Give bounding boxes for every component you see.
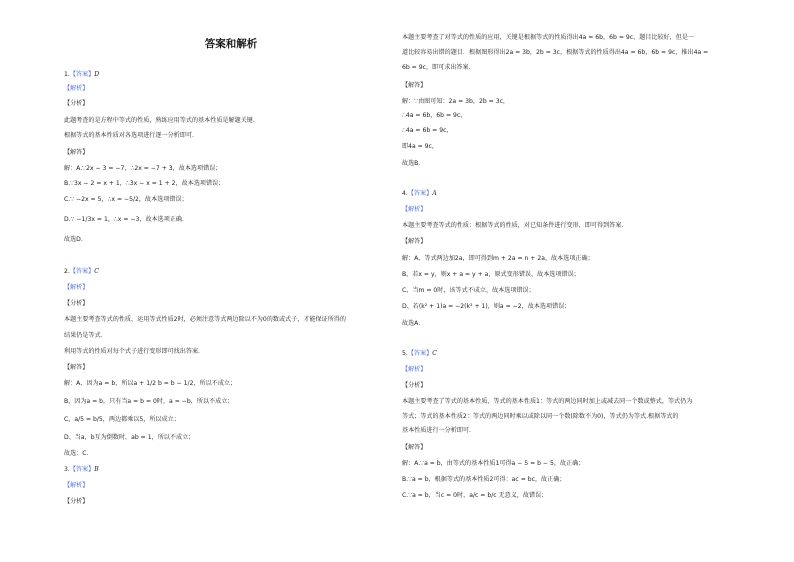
text-line: 本题主要考查了等式的基本性质，等式的基本性质1：等式的两边同时加上或减去同一个数或整式，等式仍为 [402,398,693,405]
answer-line [64,466,99,474]
page-title: 答案和解析 [204,38,258,50]
question-number: 4. [402,190,408,197]
text-line: 故选D． [64,236,87,243]
answer-line [64,268,99,276]
text-line: 解：∵由图可知：2a = 3b，2b = 3c， [402,98,510,105]
question-number: 1. [64,71,70,78]
text-line: 【解答】 [64,149,89,156]
section-tag: 【解析】 [64,85,89,92]
text-line: 【解答】 [64,364,89,371]
text-line: C.∵a = b，当c = 0时，a/c = b/c 无意义，故错误； [402,492,548,499]
question-number: 2. [64,268,70,275]
text-line: 本题主要考查等式的性质，运用等式性质2时，必须注意等式两边除以不为0的数或式子，才能保证所得的 [64,316,346,323]
text-line: 即4a = 9c， [402,143,439,150]
section-tag: 【解析】 [64,284,89,291]
answer-line [402,350,437,358]
text-line: B、因为a = b，只有当a = b = 0时，a = −b，所以不成立； [64,398,234,405]
answer-value: C [94,268,99,275]
section-tag: 【解析】 [402,366,427,373]
answer-label: 【答案】 [407,350,433,357]
text-line: 基本性质进行一分析即可． [402,427,476,434]
text-line: 【分析】 [64,100,89,107]
text-line: C、a/5 = b/5，两边都乘以5，所以成立； [64,416,180,423]
answer-label: 【答案】 [69,71,95,78]
question-number: 3. [64,466,70,473]
answer-line [402,190,437,198]
question-number: 5. [402,350,408,357]
text-line: 道比较容易出错的题目．根据图形得出2a = 3b，2b = 3c，根据等式的性质得出4a = 6b，6b = 9c，推出4a = [402,49,709,56]
text-line: ∴4a = 6b = 9c， [402,127,453,134]
text-line: 故选B． [402,160,425,167]
answer-value: A [432,190,437,197]
text-line: 【分析】 [64,498,89,505]
text-line: 根据等式的基本性质对各选项进行逐一分析即可． [64,132,199,139]
text-line: 本题主要考查等式的性质：根据等式的性质，对已知条件进行变形，即可得到答案． [402,222,628,229]
text-line: 利用等式的性质对每个式子进行变形即可找出答案． [64,348,205,355]
answer-value: D [94,71,100,78]
text-line: B、若x = y，则x + a = y + a，原式变形错误，故本选项错误； [402,271,580,278]
answer-value: C [432,350,437,357]
text-line: B.∵a = b，根据等式的基本性质2可得：ac = bc，故正确； [402,476,566,483]
answer-label: 【答案】 [407,190,433,197]
text-line: 结果仍是等式． [64,332,107,339]
text-line: 故选：C． [64,450,93,457]
text-line: 解：A、因为a = b，所以a + 1/2 b = b − 1/2，所以不成立； [64,380,237,387]
text-line: 【分析】 [402,382,427,389]
text-line: 故选A． [402,320,425,327]
text-line: D.∵ −1/3x = 1，∴x = −3，故本选项正确． [64,216,189,223]
section-tag: 【解析】 [64,482,89,489]
text-line: 此题考查的是方程中等式的性质，熟练应用等式的基本性质是解题关键. [64,117,255,124]
text-line: 6b = 9c，即可求出答案． [402,64,475,71]
section-tag: 【解析】 [402,206,427,213]
text-line: 解：A、等式两边加2a，即可得到m + 2a = n + 2a，故本选项正确； [402,255,594,262]
text-line: 等式；等式的基本性质2：等式的两边同时乘以或除以同一个数(除数不为0)，等式仍为等式.根据等式的 [402,413,679,420]
text-line: 解：A.∵a = b，由等式的基本性质1可得a − 5 = b − 5，故正确； [402,460,585,467]
answer-label: 【答案】 [69,268,95,275]
text-line: C、当m = 0时，该等式不成立，故本选项错误； [402,287,535,294]
text-line: 本题主要考查了对等式的性质的应用，关键是根据等式的性质得出4a = 6b，6b = 9c，题目比较好，但是一 [402,34,695,41]
answer-line [64,71,99,79]
answer-value: B [94,466,99,473]
answer-label: 【答案】 [69,466,95,473]
text-line: D、若(k² + 1)a = −2(k² + 1)，则a = −2，故本选项错误； [402,303,571,310]
text-line: D、当a，b互为倒数时，ab = 1，所以不成立； [64,434,195,441]
text-line: 【分析】 [64,300,89,307]
text-line: 解：A.∵2x − 3 = −7，∴2x = −7 + 3，故本选项错误； [64,165,222,172]
text-line: ∴4a = 6b，6b = 9c， [402,112,467,119]
text-line: C.∵ −2x = 5，∴x = −5/2，故本选项错误； [64,196,188,203]
text-line: 【解答】 [402,444,427,451]
text-line: 【解答】 [402,238,427,245]
text-line: B.∵3x − 2 = x + 1，∴3x − x = 1 + 2，故本选项错误； [64,180,225,187]
text-line: 【解答】 [402,82,427,89]
